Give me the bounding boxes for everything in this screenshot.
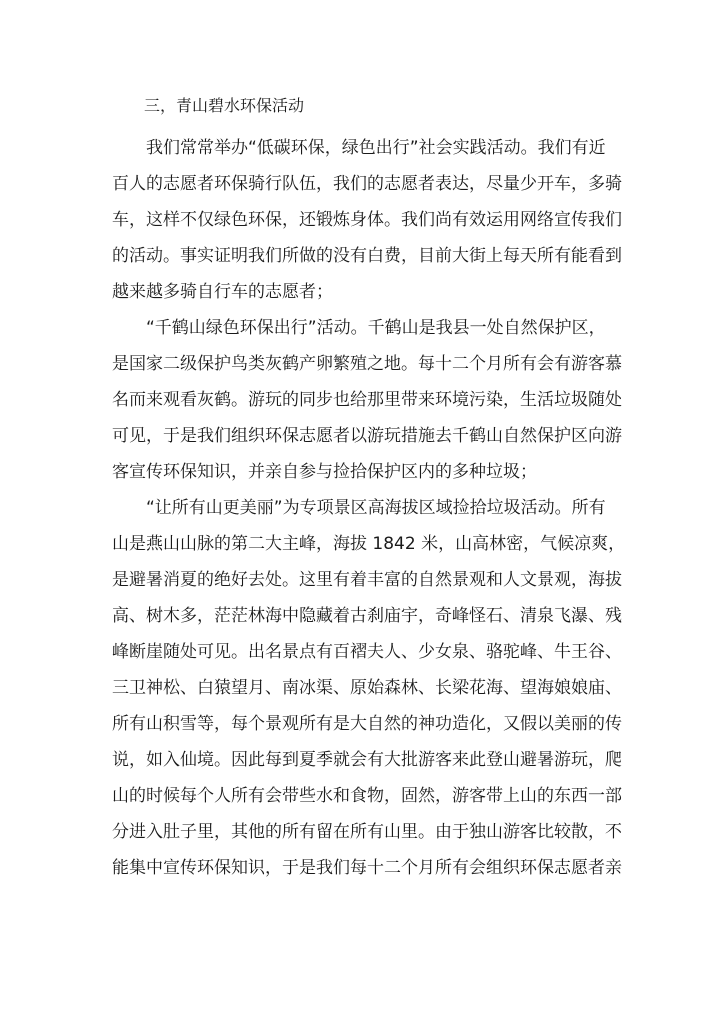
paragraph-line: 山是燕山山脉的第二大主峰，海拔 1842 米，山高林密，气候凉爽， (112, 534, 626, 554)
paragraph-line: 车，这样不仅绿色环保，还锻炼身体。我们尚有效运用网络宣传我们 (112, 210, 622, 230)
paragraph-line: 能集中宣传环保知识，于是我们每十二个月所有会组织环保志愿者亲 (112, 858, 622, 878)
paragraph-line: 山的时候每个人所有会带些水和食物，固然，游客带上山的东西一部 (112, 786, 622, 806)
paragraph-line: “让所有山更美丽”为专项景区高海拔区域捡拾垃圾活动。所有 (146, 498, 606, 518)
paragraph-line: 越来越多骑自行车的志愿者； (112, 282, 333, 302)
paragraph-line: 说，如入仙境。因此每到夏季就会有大批游客来此登山避暑游玩，爬 (112, 750, 622, 770)
paragraph-line: 可见，于是我们组织环保志愿者以游玩措施去千鹤山自然保护区向游 (112, 426, 622, 446)
paragraph-line: “千鹤山绿色环保出行”活动。千鹤山是我县一处自然保护区， (146, 318, 606, 338)
paragraph-line: 客宣传环保知识，并亲自参与捡拾保护区内的多种垃圾； (112, 462, 537, 482)
paragraph-line: 是避暑消夏的绝好去处。这里有着丰富的自然景观和人文景观，海拔 (112, 570, 622, 590)
paragraph-line: 是国家二级保护鸟类灰鹤产卵繁殖之地。每十二个月所有会有游客慕 (112, 354, 622, 374)
paragraph-line: 分进入肚子里，其他的所有留在所有山里。由于独山游客比较散，不 (112, 822, 622, 842)
paragraph-line: 的活动。事实证明我们所做的没有白费，目前大街上每天所有能看到 (112, 246, 622, 266)
paragraph-line: 我们常常举办“低碳环保，绿色出行”社会实践活动。我们有近 (146, 138, 606, 158)
paragraph-line: 峰断崖随处可见。出名景点有百褶夫人、少女泉、骆驼峰、牛王谷、 (112, 642, 622, 662)
paragraph-line: 名而来观看灰鹤。游玩的同步也给那里带来环境污染，生活垃圾随处 (112, 390, 622, 410)
paragraph-line: 三卫神松、白猿望月、南冰渠、原始森林、长梁花海、望海娘娘庙、 (112, 678, 622, 698)
section-heading: 三，青山碧水环保活动 (144, 96, 305, 115)
paragraph-line: 所有山积雪等，每个景观所有是大自然的神功造化，又假以美丽的传 (112, 714, 622, 734)
paragraph-line: 高、树木多，茫茫林海中隐藏着古刹庙宇，奇峰怪石、清泉飞瀑、残 (112, 606, 622, 626)
paragraph-line: 百人的志愿者环保骑行队伍，我们的志愿者表达，尽量少开车，多骑 (112, 174, 622, 194)
